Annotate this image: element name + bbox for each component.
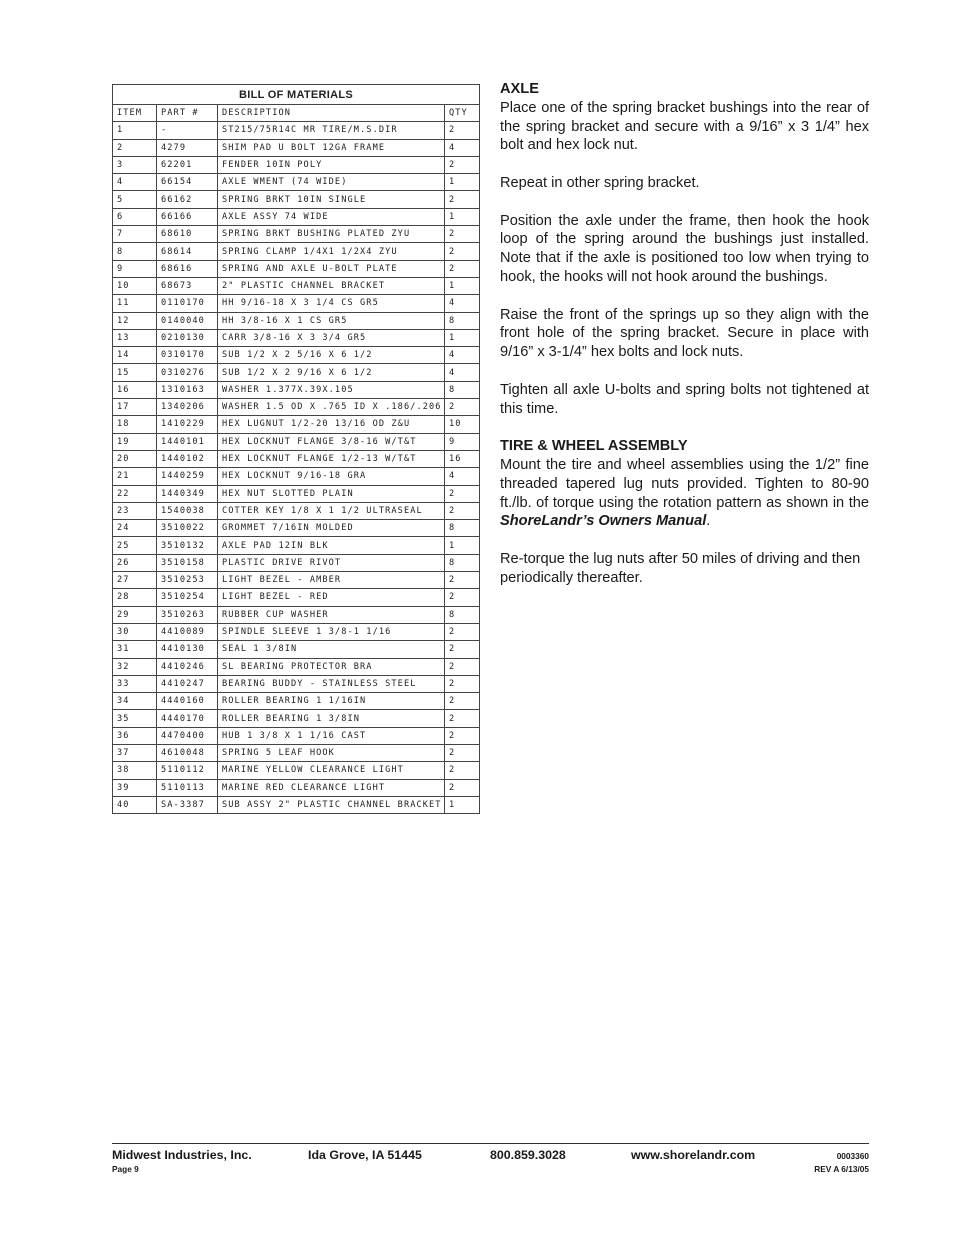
bom-cell-description: CARR 3/8-16 X 3 3/4 GR5 bbox=[218, 329, 445, 346]
footer-company: Midwest Industries, Inc. bbox=[112, 1148, 252, 1162]
bom-cell-quantity: 8 bbox=[445, 520, 480, 537]
bom-cell-item-number: 28 bbox=[113, 589, 157, 606]
bom-cell-quantity: 4 bbox=[445, 139, 480, 156]
bom-cell-item-number: 25 bbox=[113, 537, 157, 554]
axle-heading: AXLE bbox=[500, 81, 539, 97]
bom-cell-part-number: 5110112 bbox=[157, 762, 218, 779]
bom-cell-description: SUB 1/2 X 2 5/16 X 6 1/2 bbox=[218, 347, 445, 364]
bom-cell-description: ST215/75R14C MR TIRE/M.S.DIR bbox=[218, 122, 445, 139]
bom-cell-quantity: 1 bbox=[445, 329, 480, 346]
bom-cell-item-number: 27 bbox=[113, 572, 157, 589]
bom-row bbox=[113, 277, 480, 294]
bom-cell-item-number: 33 bbox=[113, 675, 157, 692]
bom-cell-description: HH 3/8-16 X 1 CS GR5 bbox=[218, 312, 445, 329]
owners-manual-reference: ShoreLandr’s Owners Manual bbox=[500, 513, 707, 530]
bom-cell-part-number: 4440170 bbox=[157, 710, 218, 727]
bom-cell-item-number: 14 bbox=[113, 347, 157, 364]
bom-cell-item-number: 35 bbox=[113, 710, 157, 727]
bom-cell-description: SPRING BRKT BUSHING PLATED ZYU bbox=[218, 226, 445, 243]
bom-row bbox=[113, 416, 480, 433]
bom-row bbox=[113, 623, 480, 640]
bom-cell-item-number: 17 bbox=[113, 399, 157, 416]
bom-cell-item-number: 23 bbox=[113, 502, 157, 519]
bom-cell-item-number: 7 bbox=[113, 226, 157, 243]
bom-row bbox=[113, 693, 480, 710]
bom-cell-part-number: 3510253 bbox=[157, 572, 218, 589]
bom-cell-description: SUB ASSY 2" PLASTIC CHANNEL BRACKET bbox=[218, 796, 445, 813]
bom-cell-item-number: 30 bbox=[113, 623, 157, 640]
bom-row bbox=[113, 174, 480, 191]
bom-cell-part-number: - bbox=[157, 122, 218, 139]
bom-row bbox=[113, 260, 480, 277]
bom-cell-description: SPINDLE SLEEVE 1 3/8-1 1/16 bbox=[218, 623, 445, 640]
bom-cell-description: HEX LOCKNUT FLANGE 3/8-16 W/T&T bbox=[218, 433, 445, 450]
bom-cell-quantity: 2 bbox=[445, 399, 480, 416]
bom-header-row bbox=[113, 105, 480, 122]
bom-cell-description: HEX LUGNUT 1/2-20 13/16 OD Z&U bbox=[218, 416, 445, 433]
bom-cell-part-number: 3510158 bbox=[157, 554, 218, 571]
bom-cell-part-number: 0310276 bbox=[157, 364, 218, 381]
bom-cell-item-number: 3 bbox=[113, 156, 157, 173]
bom-cell-description: SPRING 5 LEAF HOOK bbox=[218, 744, 445, 761]
bom-cell-quantity: 4 bbox=[445, 347, 480, 364]
bom-cell-quantity: 2 bbox=[445, 260, 480, 277]
bom-cell-part-number: 1340206 bbox=[157, 399, 218, 416]
bom-cell-item-number: 34 bbox=[113, 693, 157, 710]
bom-title: BILL OF MATERIALS bbox=[113, 85, 480, 105]
bom-row bbox=[113, 796, 480, 813]
bom-cell-description: HH 9/16-18 X 3 1/4 CS GR5 bbox=[218, 295, 445, 312]
bom-cell-part-number: 5110113 bbox=[157, 779, 218, 796]
bom-cell-item-number: 19 bbox=[113, 433, 157, 450]
bom-cell-item-number: 8 bbox=[113, 243, 157, 260]
bom-cell-quantity: 2 bbox=[445, 675, 480, 692]
bom-row bbox=[113, 572, 480, 589]
bom-cell-quantity: 8 bbox=[445, 554, 480, 571]
bom-cell-description: FENDER 10IN POLY bbox=[218, 156, 445, 173]
bom-cell-quantity: 2 bbox=[445, 779, 480, 796]
bom-cell-description: SPRING BRKT 10IN SINGLE bbox=[218, 191, 445, 208]
bom-row bbox=[113, 502, 480, 519]
bom-cell-description: PLASTIC DRIVE RIVOT bbox=[218, 554, 445, 571]
bom-cell-description: ROLLER BEARING 1 3/8IN bbox=[218, 710, 445, 727]
bom-cell-item-number: 37 bbox=[113, 744, 157, 761]
bom-cell-item-number: 11 bbox=[113, 295, 157, 312]
bom-row bbox=[113, 329, 480, 346]
bom-cell-quantity: 2 bbox=[445, 710, 480, 727]
footer-website: www.shorelandr.com bbox=[631, 1148, 756, 1162]
bom-cell-item-number: 5 bbox=[113, 191, 157, 208]
col-header-qty: QTY bbox=[445, 105, 480, 122]
bom-cell-description: SPRING CLAMP 1/4X1 1/2X4 ZYU bbox=[218, 243, 445, 260]
bom-cell-item-number: 38 bbox=[113, 762, 157, 779]
bom-cell-item-number: 4 bbox=[113, 174, 157, 191]
bom-cell-part-number: 68610 bbox=[157, 226, 218, 243]
bom-cell-quantity: 2 bbox=[445, 572, 480, 589]
bom-cell-part-number: 1310163 bbox=[157, 381, 218, 398]
bom-cell-item-number: 22 bbox=[113, 485, 157, 502]
bom-cell-item-number: 9 bbox=[113, 260, 157, 277]
axle-paragraph-5: Tighten all axle U-bolts and spring bolts not tightened at this time. bbox=[500, 381, 869, 417]
bom-cell-quantity: 2 bbox=[445, 122, 480, 139]
bom-cell-description: HEX LOCKNUT FLANGE 1/2-13 W/T&T bbox=[218, 450, 445, 467]
bom-cell-item-number: 10 bbox=[113, 277, 157, 294]
bom-cell-part-number: SA-3387 bbox=[157, 796, 218, 813]
bom-cell-description: 2" PLASTIC CHANNEL BRACKET bbox=[218, 277, 445, 294]
col-header-item: ITEM bbox=[113, 105, 157, 122]
bom-cell-item-number: 13 bbox=[113, 329, 157, 346]
bom-cell-part-number: 66162 bbox=[157, 191, 218, 208]
bom-cell-quantity: 2 bbox=[445, 156, 480, 173]
bom-cell-part-number: 66154 bbox=[157, 174, 218, 191]
bom-cell-description: ROLLER BEARING 1 1/16IN bbox=[218, 693, 445, 710]
bom-cell-quantity: 2 bbox=[445, 191, 480, 208]
bom-cell-part-number: 4410246 bbox=[157, 658, 218, 675]
bom-cell-part-number: 0140040 bbox=[157, 312, 218, 329]
bom-cell-quantity: 1 bbox=[445, 208, 480, 225]
bom-cell-part-number: 68616 bbox=[157, 260, 218, 277]
bom-row bbox=[113, 554, 480, 571]
bom-cell-quantity: 2 bbox=[445, 502, 480, 519]
bom-cell-part-number: 3510132 bbox=[157, 537, 218, 554]
bom-row bbox=[113, 156, 480, 173]
bom-cell-description: HEX NUT SLOTTED PLAIN bbox=[218, 485, 445, 502]
bom-cell-item-number: 24 bbox=[113, 520, 157, 537]
bom-cell-part-number: 1440101 bbox=[157, 433, 218, 450]
bom-cell-part-number: 3510022 bbox=[157, 520, 218, 537]
bom-cell-item-number: 21 bbox=[113, 468, 157, 485]
bom-cell-part-number: 4470400 bbox=[157, 727, 218, 744]
bom-cell-part-number: 0210130 bbox=[157, 329, 218, 346]
bom-cell-description: AXLE ASSY 74 WIDE bbox=[218, 208, 445, 225]
footer-divider bbox=[112, 1143, 869, 1144]
bom-cell-quantity: 2 bbox=[445, 658, 480, 675]
bom-row bbox=[113, 779, 480, 796]
bom-cell-quantity: 2 bbox=[445, 226, 480, 243]
bom-cell-item-number: 29 bbox=[113, 606, 157, 623]
bom-title-row bbox=[113, 85, 480, 105]
bom-row bbox=[113, 347, 480, 364]
bom-cell-part-number: 4279 bbox=[157, 139, 218, 156]
bom-row bbox=[113, 139, 480, 156]
bom-cell-quantity: 4 bbox=[445, 364, 480, 381]
bom-cell-description: COTTER KEY 1/8 X 1 1/2 ULTRASEAL bbox=[218, 502, 445, 519]
footer-phone: 800.859.3028 bbox=[490, 1148, 566, 1162]
bom-row bbox=[113, 381, 480, 398]
bom-cell-part-number: 0110170 bbox=[157, 295, 218, 312]
bom-cell-description: HUB 1 3/8 X 1 1/16 CAST bbox=[218, 727, 445, 744]
bom-row bbox=[113, 122, 480, 139]
bom-cell-description: RUBBER CUP WASHER bbox=[218, 606, 445, 623]
bom-cell-part-number: 3510263 bbox=[157, 606, 218, 623]
bom-cell-description: AXLE PAD 12IN BLK bbox=[218, 537, 445, 554]
bom-row bbox=[113, 243, 480, 260]
bom-cell-item-number: 31 bbox=[113, 641, 157, 658]
bom-cell-item-number: 18 bbox=[113, 416, 157, 433]
bom-row bbox=[113, 468, 480, 485]
bom-cell-part-number: 66166 bbox=[157, 208, 218, 225]
bom-cell-item-number: 20 bbox=[113, 450, 157, 467]
bom-cell-quantity: 2 bbox=[445, 744, 480, 761]
footer-address: Ida Grove, IA 51445 bbox=[308, 1148, 422, 1162]
tire-paragraph-1-text: Mount the tire and wheel assemblies using the 1/2” fine threaded tapered lug nuts provided. Tighten to 80-90 ft./lb. of torque using the rotation pattern as shown in the bbox=[500, 456, 869, 511]
bom-row bbox=[113, 520, 480, 537]
bom-row bbox=[113, 312, 480, 329]
bom-cell-quantity: 2 bbox=[445, 727, 480, 744]
col-header-part: PART # bbox=[157, 105, 218, 122]
bom-cell-part-number: 3510254 bbox=[157, 589, 218, 606]
bom-cell-item-number: 12 bbox=[113, 312, 157, 329]
bom-cell-description: SL BEARING PROTECTOR BRA bbox=[218, 658, 445, 675]
bom-row bbox=[113, 485, 480, 502]
bom-cell-description: BEARING BUDDY - STAINLESS STEEL bbox=[218, 675, 445, 692]
bom-cell-item-number: 1 bbox=[113, 122, 157, 139]
axle-paragraph-3: Position the axle under the frame, then hook the hook loop of the spring around the bushings just installed. Note that if the axle is positioned too low when trying to hook, the hooks will not hook around the bushings. bbox=[500, 212, 869, 285]
tire-paragraph-1 bbox=[500, 456, 869, 531]
bom-cell-part-number: 1440259 bbox=[157, 468, 218, 485]
bom-cell-quantity: 8 bbox=[445, 381, 480, 398]
instructions-column bbox=[500, 80, 869, 606]
bom-row bbox=[113, 589, 480, 606]
bom-cell-quantity: 4 bbox=[445, 468, 480, 485]
bom-row bbox=[113, 208, 480, 225]
bom-cell-description: HEX LOCKNUT 9/16-18 GRA bbox=[218, 468, 445, 485]
bom-row bbox=[113, 727, 480, 744]
bom-cell-part-number: 4440160 bbox=[157, 693, 218, 710]
bom-cell-quantity: 2 bbox=[445, 243, 480, 260]
bom-cell-description: SHIM PAD U BOLT 12GA FRAME bbox=[218, 139, 445, 156]
bom-cell-item-number: 39 bbox=[113, 779, 157, 796]
bom-row bbox=[113, 606, 480, 623]
bom-row bbox=[113, 641, 480, 658]
bom-cell-quantity: 2 bbox=[445, 762, 480, 779]
footer-revision: REV A 6/13/05 bbox=[814, 1164, 869, 1174]
bom-row bbox=[113, 710, 480, 727]
bom-cell-description: SPRING AND AXLE U-BOLT PLATE bbox=[218, 260, 445, 277]
footer-page-number: Page 9 bbox=[112, 1164, 139, 1174]
bom-cell-quantity: 2 bbox=[445, 693, 480, 710]
col-header-description: DESCRIPTION bbox=[218, 105, 445, 122]
bom-cell-quantity: 2 bbox=[445, 485, 480, 502]
bom-cell-quantity: 9 bbox=[445, 433, 480, 450]
tire-paragraph-2: Re-torque the lug nuts after 50 miles of driving and then periodically thereafter. bbox=[500, 550, 861, 586]
bom-cell-description: WASHER 1.377X.39X.105 bbox=[218, 381, 445, 398]
bom-row bbox=[113, 762, 480, 779]
tire-paragraph-1-end: . bbox=[706, 513, 711, 530]
bom-cell-quantity: 8 bbox=[445, 312, 480, 329]
bom-cell-description: AXLE WMENT (74 WIDE) bbox=[218, 174, 445, 191]
bom-cell-description: SEAL 1 3/8IN bbox=[218, 641, 445, 658]
tire-wheel-heading: TIRE & WHEEL ASSEMBLY bbox=[500, 438, 688, 455]
bom-cell-item-number: 40 bbox=[113, 796, 157, 813]
bom-cell-description: WASHER 1.5 OD X .765 ID X .186/.206 bbox=[218, 399, 445, 416]
bom-cell-item-number: 2 bbox=[113, 139, 157, 156]
bom-cell-part-number: 4610048 bbox=[157, 744, 218, 761]
bom-cell-part-number: 4410130 bbox=[157, 641, 218, 658]
bom-cell-item-number: 32 bbox=[113, 658, 157, 675]
bom-cell-quantity: 1 bbox=[445, 174, 480, 191]
bom-cell-quantity: 4 bbox=[445, 295, 480, 312]
bom-cell-description: GROMMET 7/16IN MOLDED bbox=[218, 520, 445, 537]
bom-row bbox=[113, 537, 480, 554]
bom-cell-part-number: 0310170 bbox=[157, 347, 218, 364]
footer-doc-number: 0003360 bbox=[836, 1151, 869, 1161]
bom-cell-description: LIGHT BEZEL - RED bbox=[218, 589, 445, 606]
bom-cell-item-number: 6 bbox=[113, 208, 157, 225]
bom-cell-quantity: 2 bbox=[445, 641, 480, 658]
axle-paragraph-4: Raise the front of the springs up so they align with the front hole of the spring bracket. Secure in place with 9/16” x 3-1/4” hex bolts and lock nuts. bbox=[500, 306, 869, 361]
bom-cell-quantity: 2 bbox=[445, 589, 480, 606]
bom-row bbox=[113, 658, 480, 675]
bom-cell-item-number: 15 bbox=[113, 364, 157, 381]
axle-paragraph-2: Repeat in other spring bracket. bbox=[500, 174, 700, 191]
bom-cell-item-number: 16 bbox=[113, 381, 157, 398]
bom-row bbox=[113, 744, 480, 761]
bom-cell-part-number: 1410229 bbox=[157, 416, 218, 433]
bom-cell-part-number: 1440349 bbox=[157, 485, 218, 502]
bom-cell-description: MARINE RED CLEARANCE LIGHT bbox=[218, 779, 445, 796]
bom-cell-quantity: 1 bbox=[445, 537, 480, 554]
bom-cell-item-number: 26 bbox=[113, 554, 157, 571]
bom-cell-part-number: 1540038 bbox=[157, 502, 218, 519]
bom-cell-quantity: 1 bbox=[445, 796, 480, 813]
bom-cell-part-number: 62201 bbox=[157, 156, 218, 173]
bill-of-materials-table bbox=[112, 84, 480, 814]
bom-body bbox=[113, 122, 480, 814]
bom-cell-quantity: 16 bbox=[445, 450, 480, 467]
bom-cell-description: SUB 1/2 X 2 9/16 X 6 1/2 bbox=[218, 364, 445, 381]
bom-cell-description: MARINE YELLOW CLEARANCE LIGHT bbox=[218, 762, 445, 779]
bom-row bbox=[113, 364, 480, 381]
bom-cell-quantity: 2 bbox=[445, 623, 480, 640]
bom-cell-quantity: 1 bbox=[445, 277, 480, 294]
bom-cell-part-number: 4410089 bbox=[157, 623, 218, 640]
bom-cell-quantity: 8 bbox=[445, 606, 480, 623]
bom-row bbox=[113, 675, 480, 692]
bom-row bbox=[113, 433, 480, 450]
bom-cell-part-number: 68673 bbox=[157, 277, 218, 294]
bom-cell-part-number: 68614 bbox=[157, 243, 218, 260]
bom-row bbox=[113, 399, 480, 416]
bom-cell-part-number: 1440102 bbox=[157, 450, 218, 467]
bom-row bbox=[113, 295, 480, 312]
bom-row bbox=[113, 226, 480, 243]
bom-cell-part-number: 4410247 bbox=[157, 675, 218, 692]
bom-cell-quantity: 10 bbox=[445, 416, 480, 433]
bom-cell-item-number: 36 bbox=[113, 727, 157, 744]
bom-row bbox=[113, 450, 480, 467]
bom-cell-description: LIGHT BEZEL - AMBER bbox=[218, 572, 445, 589]
bom-row bbox=[113, 191, 480, 208]
axle-paragraph-1: Place one of the spring bracket bushings into the rear of the spring bracket and secure with a 9/16” x 3 1/4” hex bolt and hex lock nut. bbox=[500, 99, 869, 154]
